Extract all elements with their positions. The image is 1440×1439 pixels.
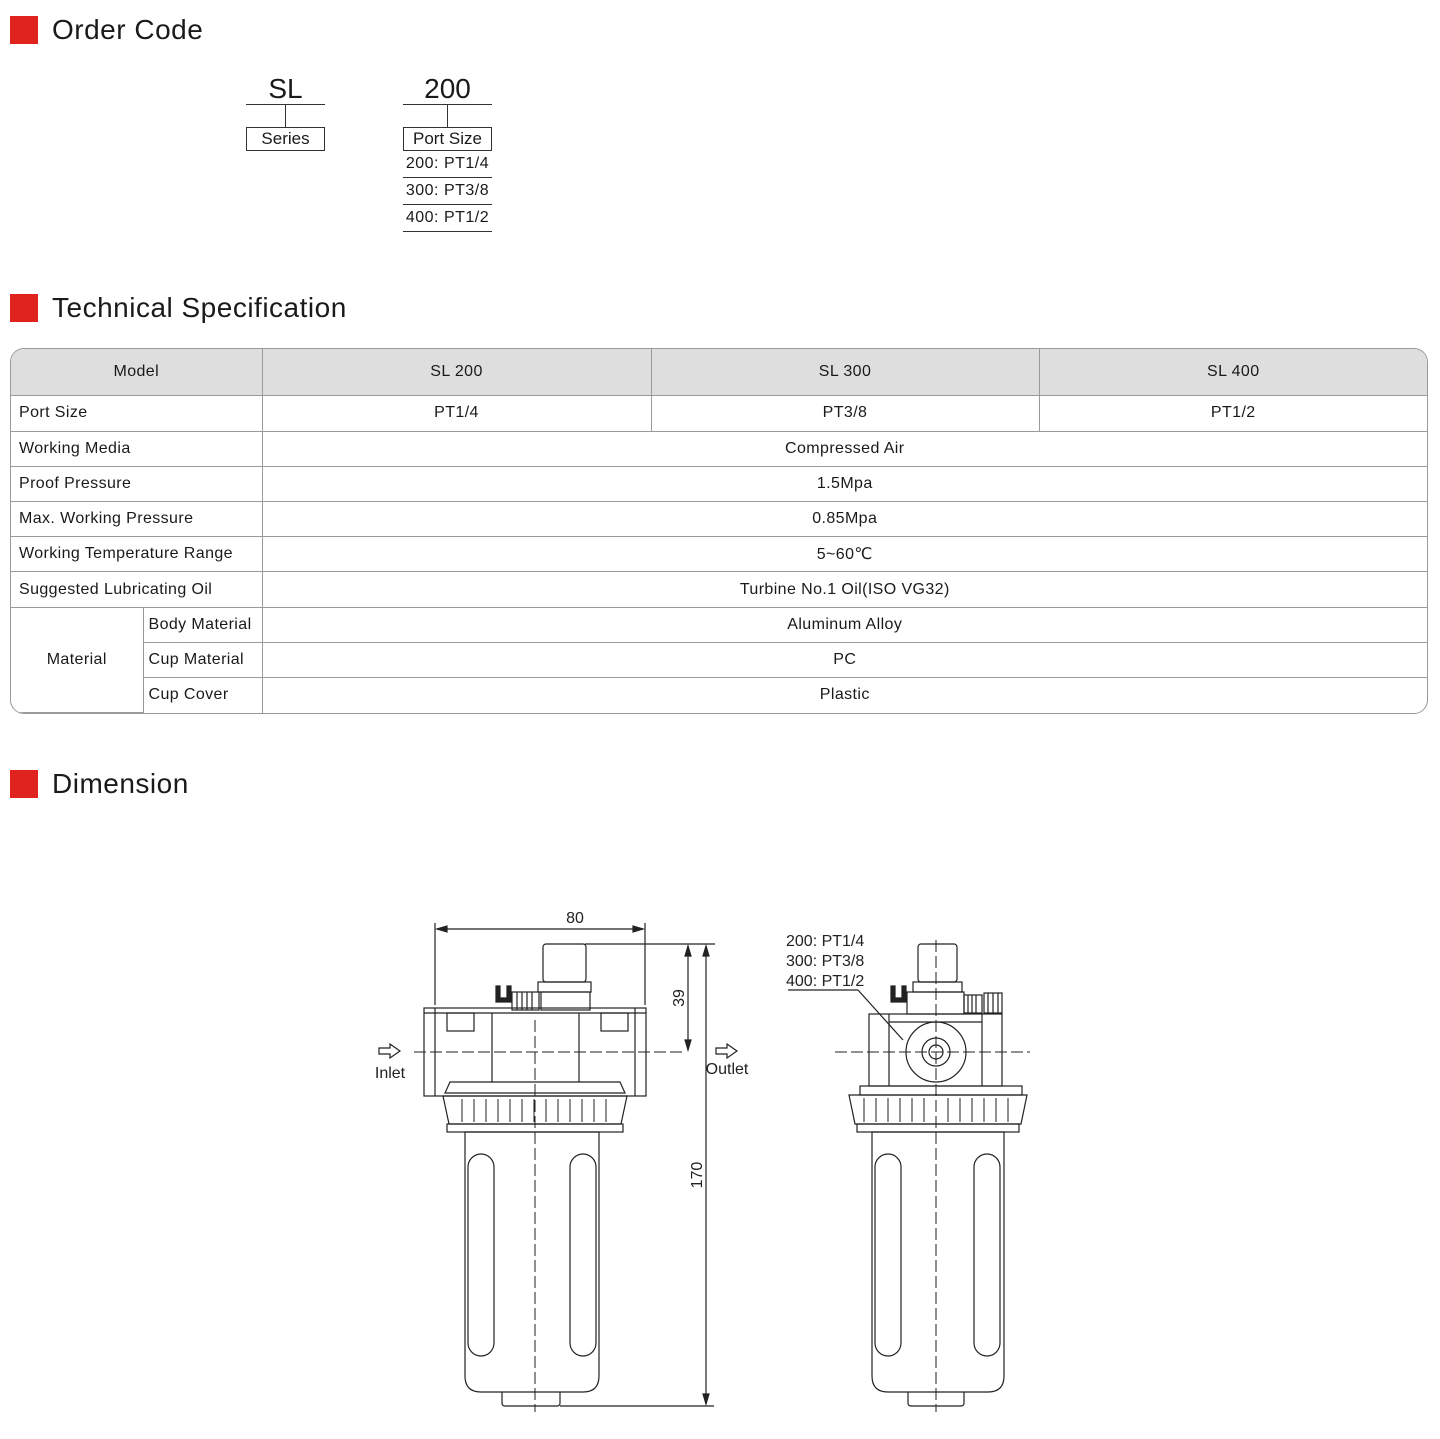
dimension-title: Dimension	[52, 768, 189, 799]
cap-ribs	[462, 1099, 606, 1122]
cell-value: PC	[262, 642, 1427, 677]
knob-collar	[913, 982, 962, 992]
row-label: Port Size	[11, 396, 262, 431]
row-label: Max. Working Pressure	[11, 502, 262, 537]
tech-spec-title: Technical Specification	[52, 292, 347, 323]
outlet-label: Outlet	[705, 1061, 749, 1078]
port-note: 400: PT1/2	[786, 973, 865, 990]
drip-nipple	[964, 995, 982, 1013]
drip-nipple	[512, 992, 539, 1010]
arrow-icon	[703, 1394, 709, 1404]
arrow-icon	[685, 1040, 691, 1050]
arrow-icon	[703, 946, 709, 956]
material-label: Material	[11, 607, 143, 712]
inlet-arrow-icon	[379, 1044, 400, 1058]
arrow-icon	[685, 946, 691, 956]
row-label: Body Material	[143, 607, 262, 642]
inlet-label: Inlet	[374, 1065, 406, 1082]
bowl	[872, 1132, 1004, 1392]
bowl	[465, 1132, 599, 1392]
order-code-title: Order Code	[52, 14, 204, 45]
column-header: SL 300	[651, 349, 1039, 396]
port-boss	[601, 1013, 628, 1031]
series-code: SL	[268, 73, 303, 104]
row-label: Proof Pressure	[11, 466, 262, 501]
row-label: Cup Cover	[143, 678, 262, 713]
port-code: 200	[424, 73, 471, 104]
port-note: 300: PT3/8	[786, 953, 865, 970]
clip-icon	[496, 986, 511, 1002]
row-label: Working Temperature Range	[11, 537, 262, 572]
bowl-window	[974, 1154, 1000, 1356]
row-label: Cup Material	[143, 642, 262, 677]
cell-value: 5~60℃	[262, 537, 1427, 572]
cell-value: PT1/2	[1039, 396, 1427, 431]
knob-collar	[538, 982, 591, 992]
top-dim-label: 39	[671, 989, 688, 1007]
cell-value: PT3/8	[651, 396, 1039, 431]
port-boss	[447, 1013, 474, 1031]
clip-icon	[891, 986, 906, 1002]
port-option: 300: PT3/8	[403, 178, 492, 205]
cell-value: PT1/4	[262, 396, 651, 431]
top-knob	[543, 944, 586, 982]
port-option: 400: PT1/2	[403, 205, 492, 232]
row-label: Suggested Lubricating Oil	[11, 572, 262, 607]
width-dim-label: 80	[566, 910, 584, 927]
cell-value: 0.85Mpa	[262, 502, 1427, 537]
side-view	[788, 940, 1030, 1412]
cup-flange	[860, 1086, 1022, 1095]
port-box-label: Port Size	[403, 127, 492, 151]
outlet-arrow-icon	[716, 1044, 737, 1058]
bowl-window	[570, 1154, 596, 1356]
cap-ring	[857, 1124, 1019, 1132]
column-header: Model	[11, 349, 262, 396]
port-note: 200: PT1/4	[786, 933, 865, 950]
knob-base	[541, 992, 590, 1010]
cell-value: Aluminum Alloy	[262, 607, 1427, 642]
bowl-window	[468, 1154, 494, 1356]
port-option: 200: PT1/4	[403, 151, 492, 178]
cell-value: Plastic	[262, 678, 1427, 713]
series-box-label: Series	[246, 127, 325, 151]
cell-value: Turbine No.1 Oil(ISO VG32)	[262, 572, 1427, 607]
cell-value: Compressed Air	[262, 431, 1427, 466]
bowl-window	[875, 1154, 901, 1356]
top-knob	[918, 944, 957, 982]
cell-value: 1.5Mpa	[262, 466, 1427, 501]
column-header: SL 200	[262, 349, 651, 396]
arrow-icon	[437, 926, 447, 932]
column-header: SL 400	[1039, 349, 1427, 396]
height-dim-label: 170	[689, 1161, 706, 1189]
drain-plug	[502, 1392, 560, 1406]
row-label: Working Media	[11, 431, 262, 466]
arrow-icon	[633, 926, 643, 932]
